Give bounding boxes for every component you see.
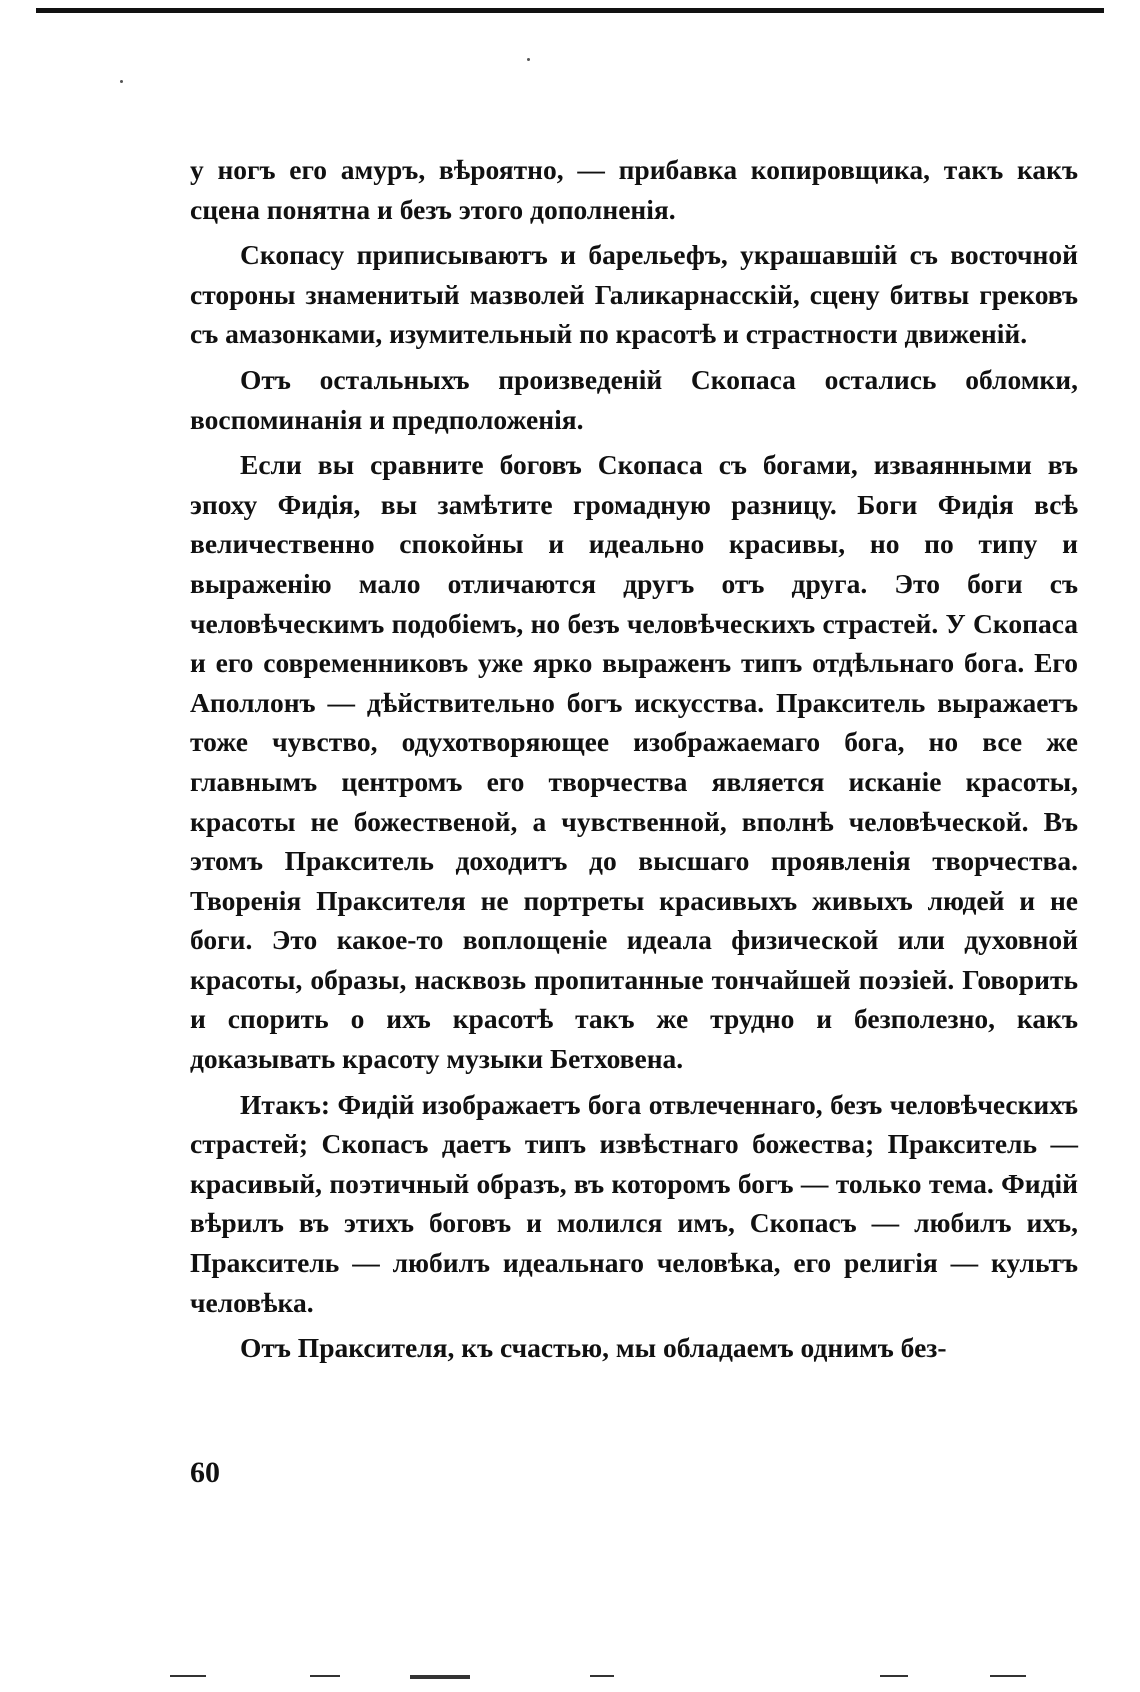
scan-mark — [590, 1675, 614, 1677]
paragraph: Итакъ: Фидій изображаетъ бога отвлеченнаго, безъ человѣческихъ страстей; Скопасъ даетъ типъ извѣстнаго божества; Пракситель — красивый, поэтичный образъ, въ которомъ богъ — только тема. Фидій вѣрилъ въ этихъ боговъ и молился имъ, Скопасъ — любилъ ихъ, Пракситель — любилъ идеальнаго человѣка, его религія — культъ человѣка. — [190, 1088, 1078, 1318]
paragraph: Отъ Праксителя, къ счастью, мы обладаемъ однимъ без- — [240, 1332, 947, 1364]
paragraph: Скопасу приписываютъ и барельефъ, украшавшій съ восточной стороны знаменитый мазволей Галикарнасскій, сцену битвы грековъ съ амазонками, изумительный по красотѣ и страстности движеній. — [190, 239, 1078, 350]
scan-mark — [410, 1675, 470, 1679]
page-body — [190, 150, 1078, 1374]
paragraph: у ногъ его амуръ, вѣроятно, — прибавка копировщика, такъ какъ сцена понятна и безъ этого дополненія. — [190, 154, 1078, 225]
top-border-rule — [36, 8, 1104, 13]
paragraph: Отъ остальныхъ произведеній Скопаса остались обломки, воспоминанія и предположенія. — [190, 363, 1078, 435]
scan-bottom-marks — [170, 1672, 1090, 1680]
scan-mark — [310, 1675, 340, 1677]
paragraph: Если вы сравните боговъ Скопаса съ богами, изваянными въ эпоху Фидія, вы замѣтите громадную разницу. Боги Фидія всѣ величественно спокойны и идеально красивы, но по типу и выраженію мало отличаются другъ отъ друга. Это боги съ человѣческимъ подобіемъ, но безъ человѣческихъ страстей. У Скопаса и его современниковъ уже ярко выраженъ типъ отдѣльнаго бога. Его Аполлонъ — дѣйствительно богъ искусства. Пракситель выражаетъ тоже чувство, одухотворяющее изображаемаго бога, но все же главнымъ центромъ его творчества является исканіе красоты, красоты не божественой, а чувственной, вполнѣ человѣческой. Въ этомъ Пракситель доходитъ до высшаго проявленія творчества. Творенія Праксителя не портреты красивыхъ живыхъ людей и не боги. Это какое-то воплощеніе идеала физической или духовной красоты, образы, насквозь пропитанные тончайшей поэзіей. Говорить и спорить о ихъ красотѣ такъ же трудно и безполезно, какъ доказывать красоту музыки Бетховена. — [190, 449, 1078, 1075]
scan-mark — [990, 1675, 1026, 1677]
page-number: 60 — [190, 1456, 220, 1489]
scan-mark — [170, 1675, 206, 1677]
scan-speck — [120, 80, 123, 83]
scan-mark — [880, 1675, 908, 1677]
scan-speck — [527, 58, 530, 61]
